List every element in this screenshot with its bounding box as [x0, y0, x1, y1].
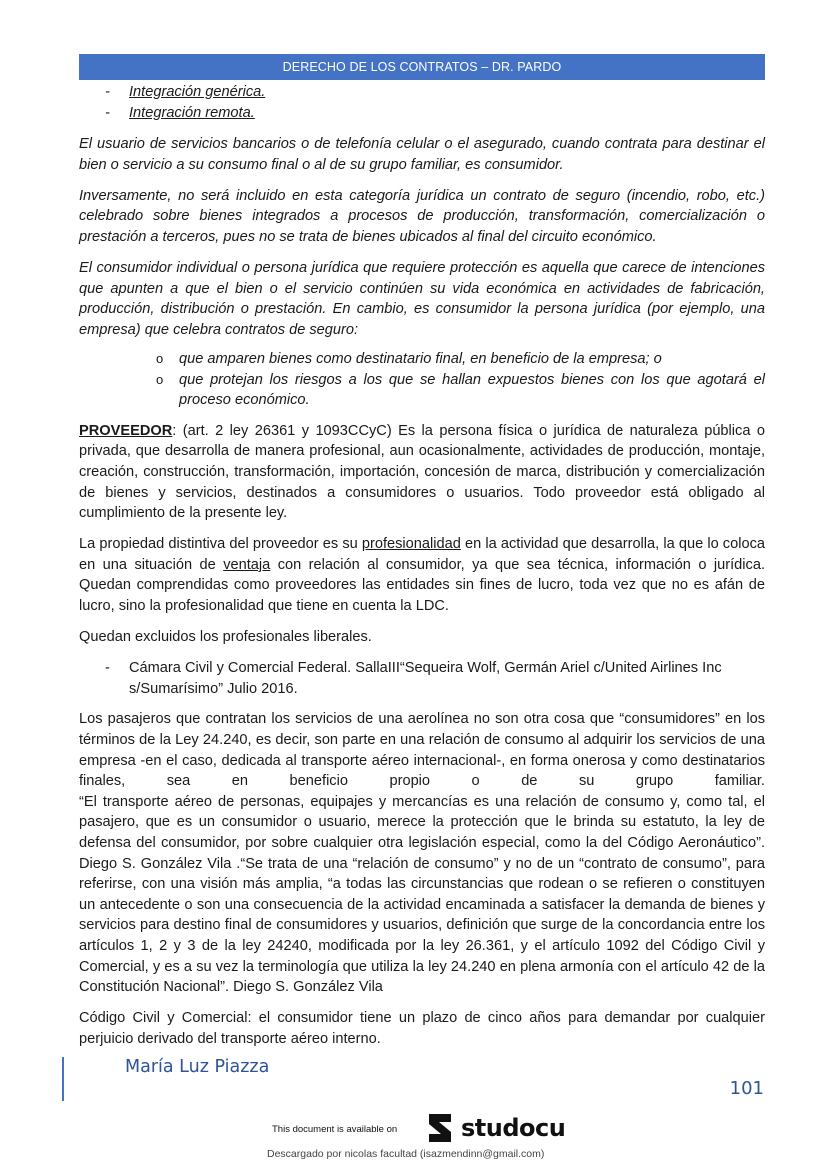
- page-content: [79, 82, 765, 1060]
- paragraph-pasajeros: [79, 709, 765, 997]
- paragraph-usuario: El usuario de servicios bancarios o de telefonía celular o el asegurado, cuando contrata para destinar el bien o servicio a su consumo final o al de su grupo familiar, es consumidor.: [79, 136, 765, 173]
- text-span: Los pasajeros que contratan los servicios de una aerolínea no son otra cosa que “consumidores” en los términos de la Ley 24.240, es decir, son parte en una relación de consumo al adquirir los servicios de una empresa -en el caso, dedicada al transporte aéreo internacional-, en forma onerosa y como destinatarios finales, sea en beneficio propio o de su grupo familiar.: [79, 711, 765, 790]
- text-span: con relación al consumidor, ya que sea técnica, información o jurídica. Quedan comprendidas como proveedores las entidades sin fines de lucro, toda vez que no es afán de lucro, sino la profesionalidad que tiene en cuenta la LDC.: [79, 556, 766, 615]
- running-header: DERECHO DE LOS CONTRATOS – DR. PARDO: [79, 54, 765, 80]
- list-item: [79, 658, 765, 699]
- availability-text: This document is available on: [272, 1124, 398, 1135]
- paragraph-profesionalidad: [79, 534, 765, 616]
- integration-list: [79, 82, 765, 123]
- text-span: La propiedad distintiva del proveedor es su: [79, 536, 362, 553]
- studocu-logo-icon: [425, 1112, 455, 1144]
- underlined-term-profesionalidad: profesionalidad: [361, 536, 461, 553]
- paragraph-proveedor: [79, 421, 765, 524]
- paragraph-consumidor-individual: El consumidor individual o persona jurídica que requiere protección es aquella que carece de intenciones que apunten a que el bien o el servicio continúen su vida económica en actividades de fabricación, producción, distribución o prestación. En cambio, es consumidor la persona jurídica (por ejemplo, una empresa) que celebra contratos de seguro:: [79, 260, 765, 338]
- dash-marker: -: [105, 84, 110, 100]
- list-item: [79, 82, 765, 103]
- studocu-wordmark: studocu: [461, 1114, 566, 1142]
- dash-marker: -: [105, 660, 110, 677]
- page-number: 101: [729, 1078, 764, 1099]
- text-span: “El transporte aéreo de personas, equipajes y mercancías es una relación de consumo y, como tal, el pasajero, que es un consumidor o usuario, merece la protección que le brinda su estatuto, la ley de defensa del consumidor, por sobre cualquier otra legislación especial, como la del Código Aeronáutico”. Diego S. González Vila .“Se trata de una “relación de consumo” y no de un “contrato de consumo”, para referirse, con una visión más amplia, “a todas las circunstancias que rodean o se refieren o constituyen un antecedente o son una consecuencia de la actividad encaminada a satisfacer la demanda de bienes y servicios para destino final de consumidores y usuarios, definición que surge de la concordancia entre los artículos 1, 2 y 3 de la ley 24240, modificada por la ley 26.361, y el artículo 1092 del Código Civil y Comercial, y es a su vez la terminología que utiliza la ley 24.240 en plena armonía con el artículo 42 de la Constitución Nacional”. Diego S. González Vila: [79, 793, 765, 996]
- list-item-text: que protejan los riesgos a los que se hallan expuestos bienes con los que agotará el proceso económico.: [179, 371, 765, 409]
- footer-rule: [62, 1057, 64, 1101]
- definition-proveedor: : (art. 2 ley 26361 y 1093CCyC) Es la persona física o jurídica de naturaleza pública o privada, que desarrolla de manera profesional, aun ocasionalmente, actividades de producción, montaje, creación, construcción, transformación, importación, concesión de marca, distribución y comercialización de bienes y servicios, destinados a consumidores o usuarios. Todo proveedor está obligado al cumplimiento de la presente ley.: [79, 422, 765, 522]
- circle-bullet-icon: o: [156, 371, 164, 387]
- paragraph-excluidos: Quedan excluidos los profesionales liberales.: [79, 629, 372, 646]
- author-name: María Luz Piazza: [125, 1057, 270, 1077]
- list-item: [79, 349, 765, 370]
- underlined-term-ventaja: ventaja: [223, 556, 271, 573]
- list-item-text: Integración remota.: [129, 104, 255, 121]
- case-list: [79, 658, 765, 699]
- case-citation: Cámara Civil y Comercial Federal. SallaIII“Sequeira Wolf, Germán Ariel c/United Airlines Inc s/Sumarísimo” Julio 2016.: [129, 660, 722, 697]
- list-item: [79, 103, 765, 124]
- list-item-text: que amparen bienes como destinatario final, en beneficio de la empresa; o: [179, 351, 662, 368]
- downloaded-by-text: Descargado por nicolas facultad (isazmendinn@gmail.com): [267, 1148, 545, 1160]
- list-item-text: Integración genérica.: [129, 84, 266, 100]
- circle-bullet-icon: o: [156, 351, 164, 367]
- insurance-list: [79, 349, 765, 411]
- paragraph-inversamente: Inversamente, no será incluido en esta categoría jurídica un contrato de seguro (incendio, robo, etc.) celebrado sobre bienes integrados a procesos de producción, transformación, comercialización o prestación a terceros, pues no se trata de bienes ubicados al final del circuito económico.: [79, 187, 765, 246]
- paragraph-codigo: Código Civil y Comercial: el consumidor tiene un plazo de cinco años para demandar por cualquier perjuicio derivado del transporte aéreo interno.: [79, 1010, 765, 1047]
- term-proveedor: PROVEEDOR: [79, 422, 173, 439]
- dash-marker: -: [105, 104, 110, 121]
- studocu-link[interactable]: [425, 1112, 565, 1144]
- list-item: [79, 370, 765, 411]
- text-span: en la actividad que desarrolla, la que lo coloca en una situación de: [79, 536, 765, 573]
